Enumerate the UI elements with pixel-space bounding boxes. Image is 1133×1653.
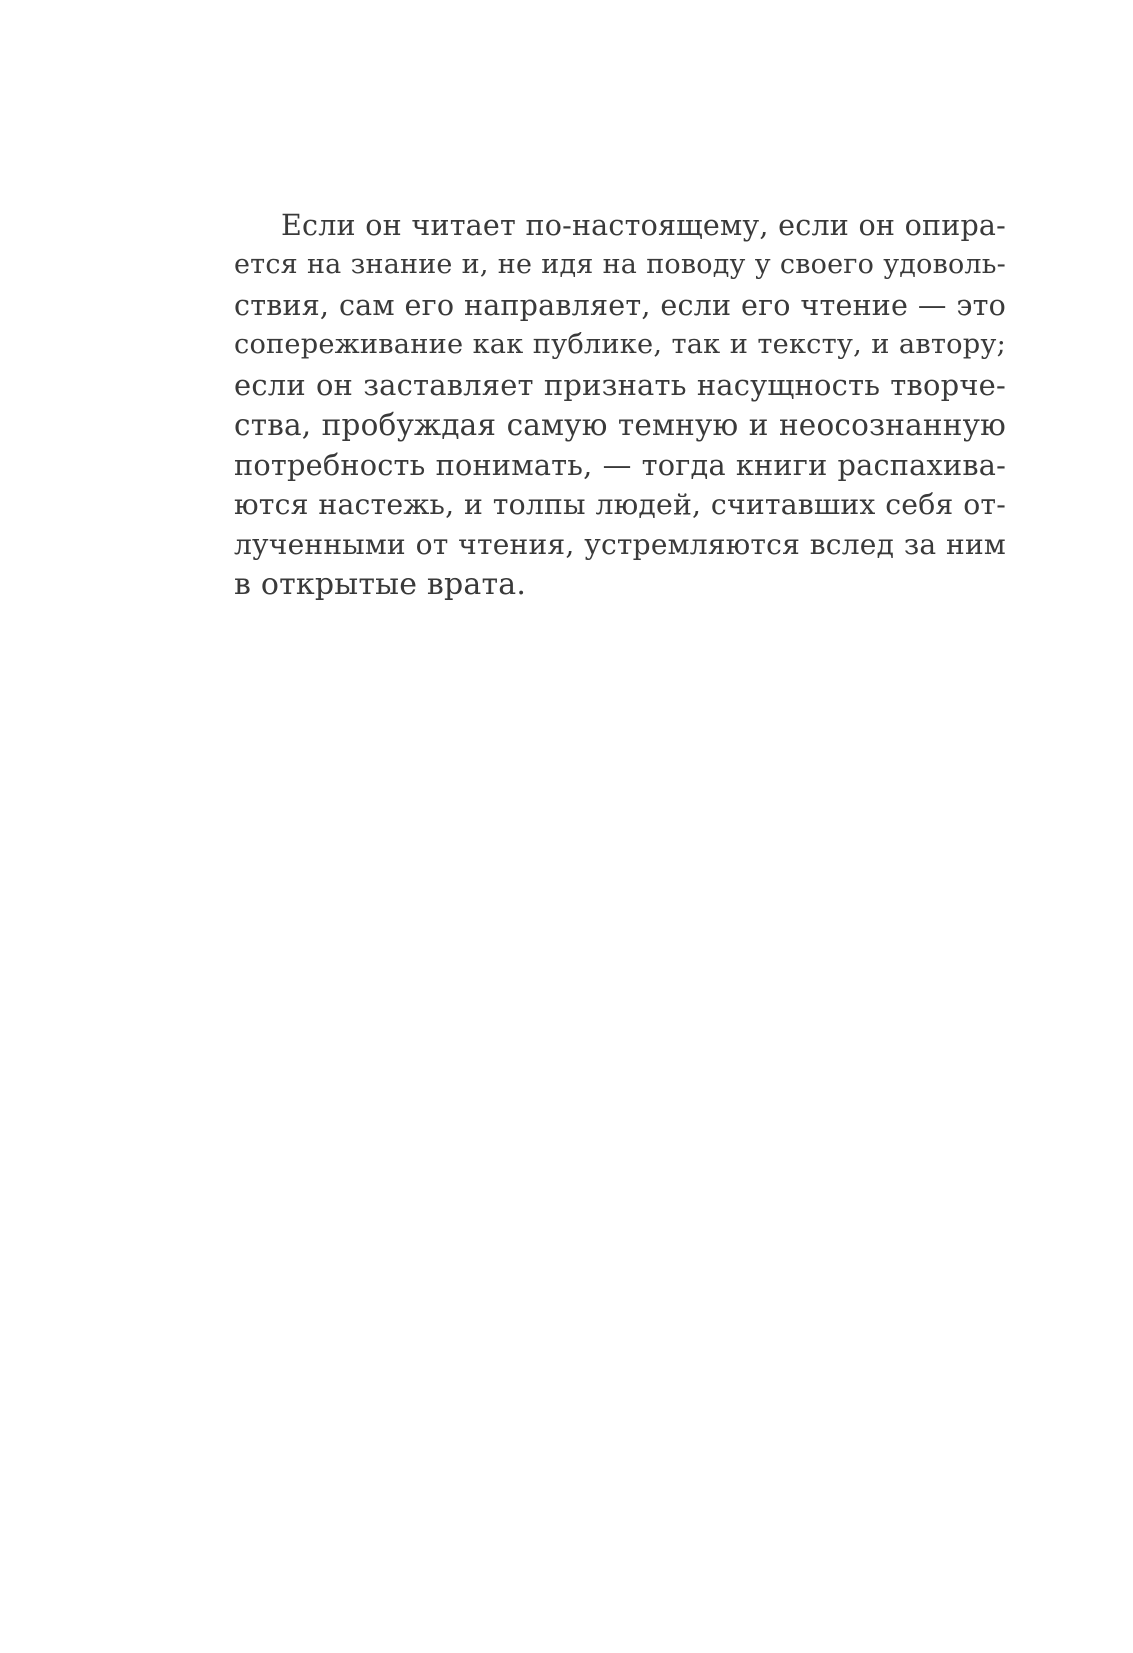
paragraph-line-8: ются настежь, и толпы людей, считавших себя от- <box>234 488 1006 521</box>
paragraph-line-10: в открытые врата. <box>234 567 527 602</box>
paragraph-line-2: ется на знание и, не идя на поводу у своего удоволь- <box>234 249 1006 280</box>
paragraph-line-7: потребность понимать, — тогда книги распахива- <box>234 448 1006 482</box>
paragraph-line-4: сопереживание как публике, так и тексту, и автору; <box>234 329 1006 360</box>
paragraph-line-6: ства, пробуждая самую темную и неосознанную <box>234 408 1006 442</box>
paragraph-line-9: лученными от чтения, устремляются вслед за ним <box>234 528 1006 561</box>
body-paragraph <box>234 205 1006 605</box>
paragraph-line-3: ствия, сам его направляет, если его чтение — это <box>234 288 1006 322</box>
paragraph-line-5: если он заставляет признать насущность творче- <box>234 368 1006 402</box>
paragraph-line-1: Если он читает по-настоящему, если он опира- <box>281 208 1006 242</box>
